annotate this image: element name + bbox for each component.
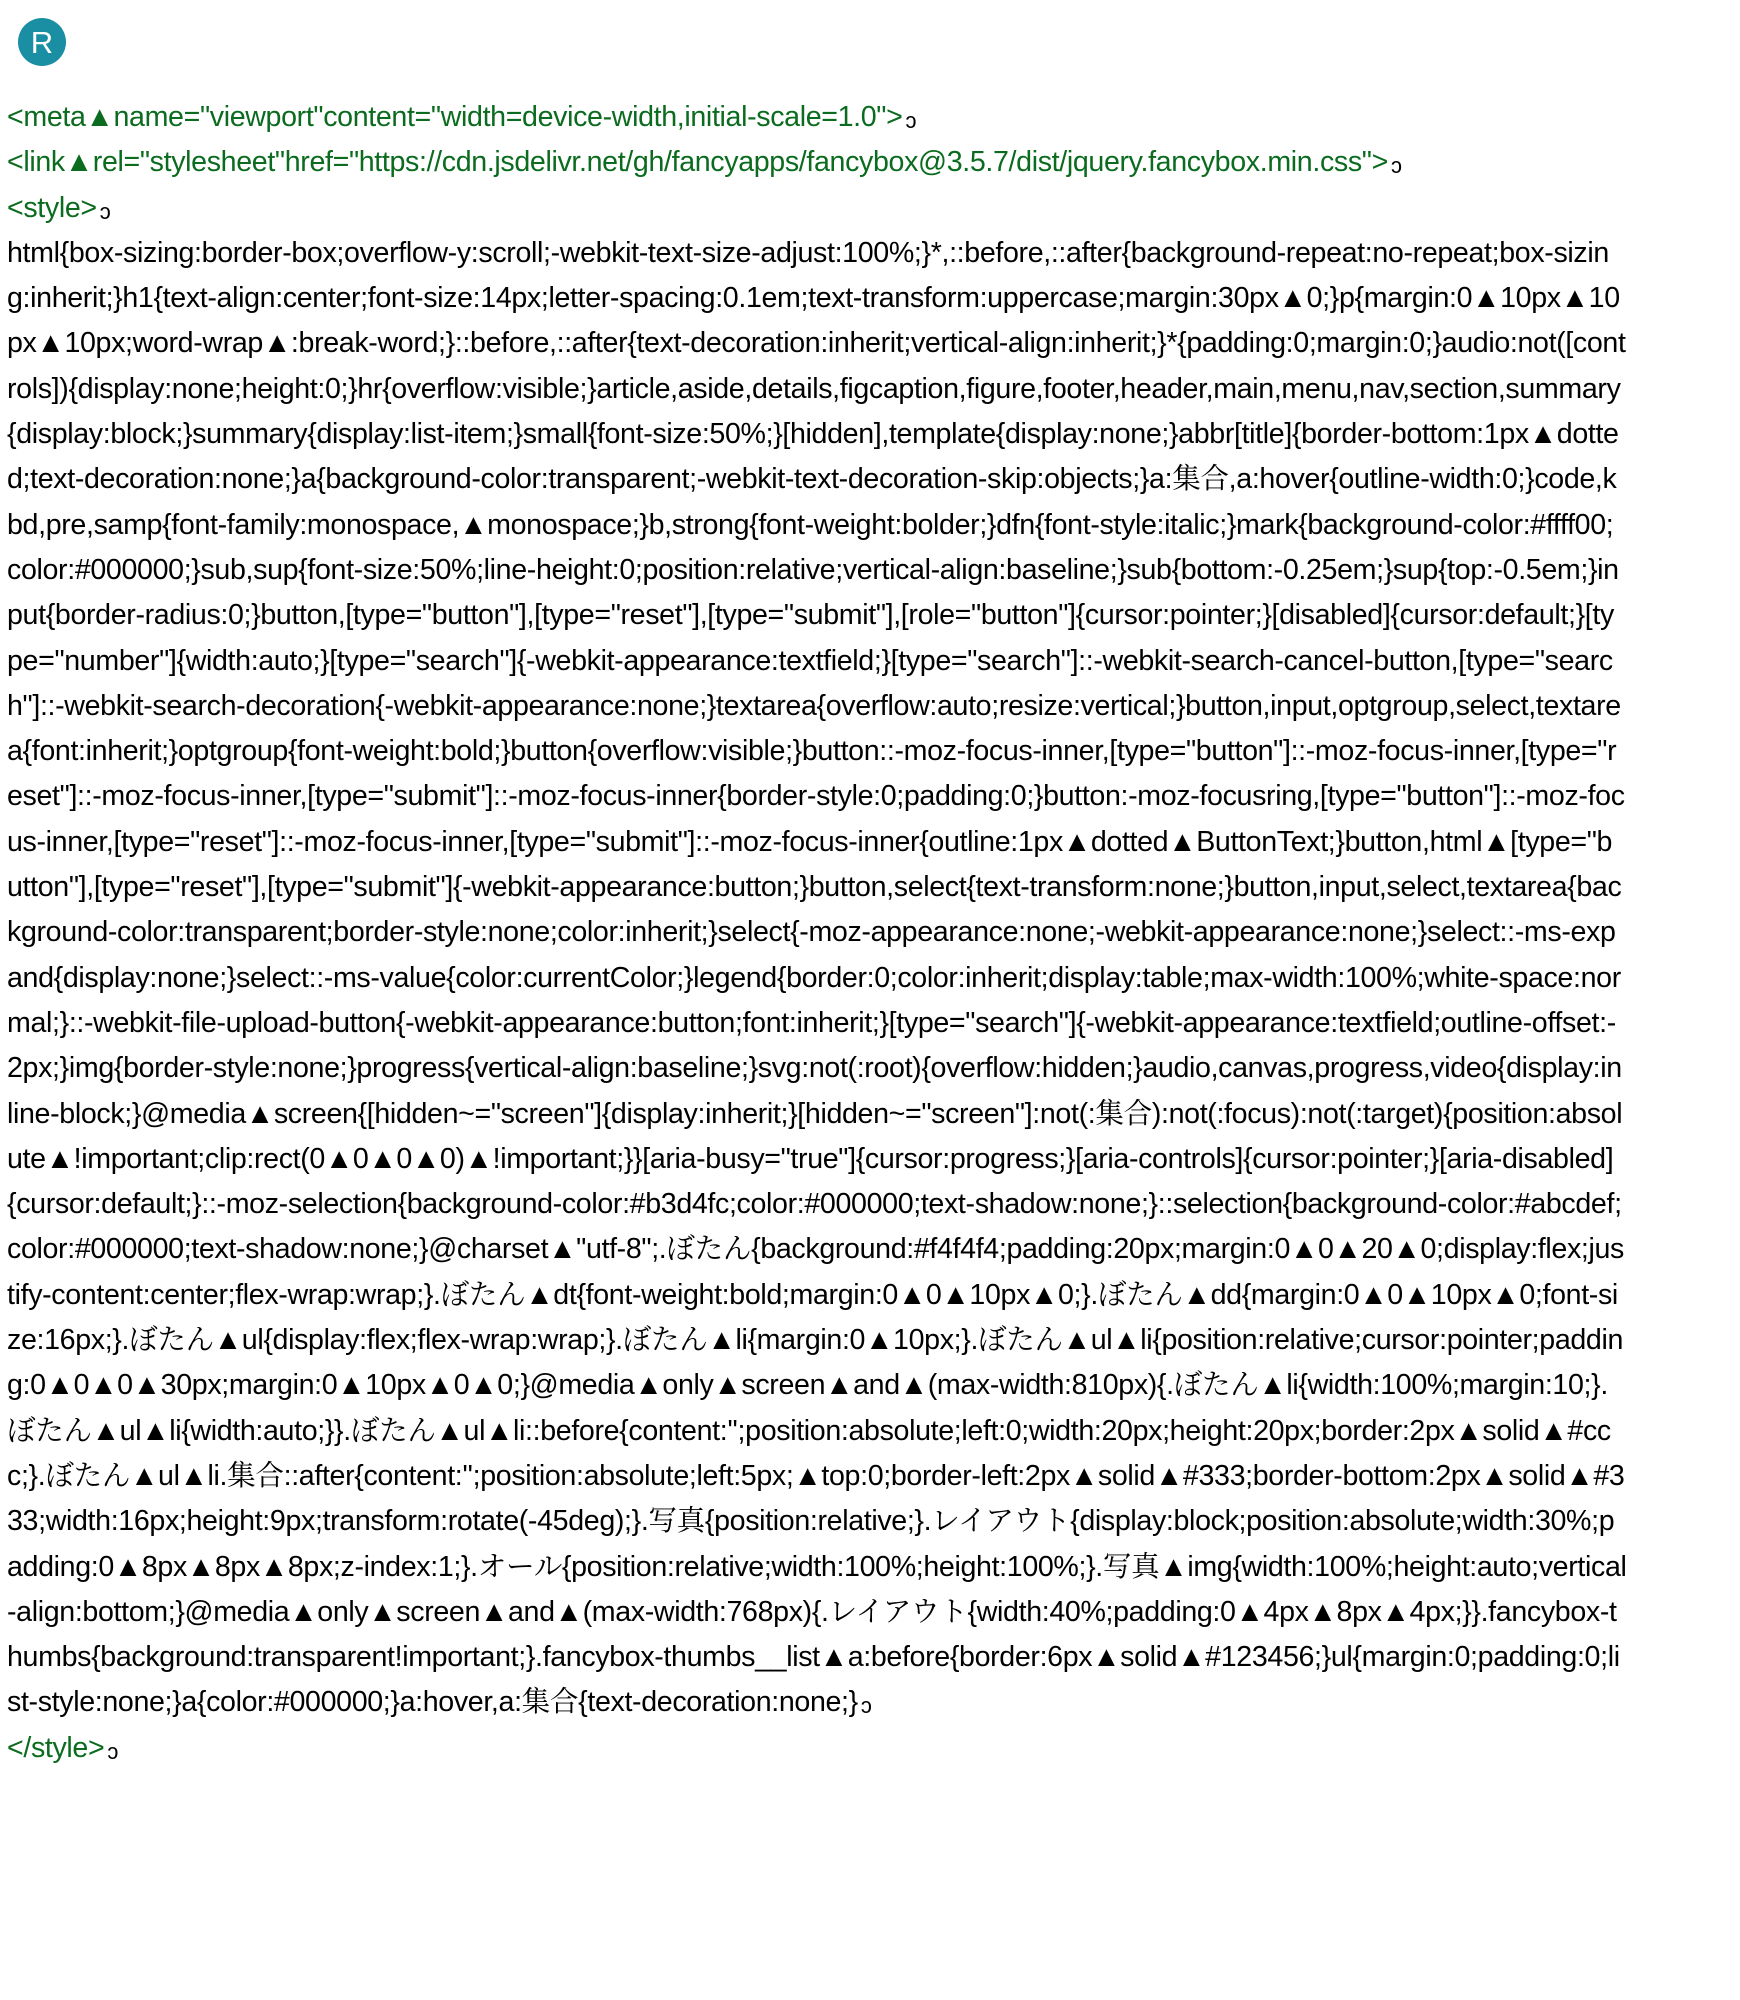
user-avatar[interactable]	[18, 18, 66, 66]
newline-icon: ↄ	[860, 1693, 872, 1719]
css-content: html{box-sizing:border-box;overflow-y:scroll;-webkit-text-size-adjust:100%;}*,::before,::after{background-repeat:no-repeat;box-sizing:inherit;}h1{text-align:center;font-size:14px;letter-spacing:0.1em;text-transform:uppercase;margin:30px▲0;}p{margin:0▲10px▲10px▲10px;word-wrap▲:break-word;}::before,::after{text-decoration:inherit;vertical-align:inherit;}*{padding:0;margin:0;}audio:not([controls]){display:none;height:0;}hr{overflow:visible;}article,aside,details,figcaption,figure,footer,header,main,menu,nav,section,summary{display:block;}summary{display:list-item;}small{font-size:50%;}[hidden],template{display:none;}abbr[title]{border-bottom:1px▲dotted;text-decoration:none;}a{background-color:transparent;-webkit-text-decoration-skip:objects;}a:集合,a:hover{outline-width:0;}code,kbd,pre,samp{font-family:monospace,▲monospace;}b,strong{font-weight:bolder;}dfn{font-style:italic;}mark{background-color:#ffff00;color:#000000;}sub,sup{font-size:50%;line-height:0;position:relative;vertical-align:baseline;}sub{bottom:-0.25em;}sup{top:-0.5em;}input{border-radius:0;}button,[type="button"],[type="reset"],[type="submit"],[role="button"]{cursor:pointer;}[disabled]{cursor:default;}[type="number"]{width:auto;}[type="search"]{-webkit-appearance:textfield;}[type="search"]::-webkit-search-cancel-button,[type="search"]::-webkit-search-decoration{-webkit-appearance:none;}textarea{overflow:auto;resize:vertical;}button,input,optgroup,select,textarea{font:inherit;}optgroup{font-weight:bold;}button{overflow:visible;}button::-moz-focus-inner,[type="button"]::-moz-focus-inner,[type="reset"]::-moz-focus-inner,[type="submit"]::-moz-focus-inner{border-style:0;padding:0;}button:-moz-focusring,[type="button"]::-moz-focus-inner,[type="reset"]::-moz-focus-inner,[type="submit"]::-moz-focus-inner{outline:1px▲dotted▲ButtonText;}button,html▲[type="button"],[type="reset"],[type="submit"]{-webkit-appearance:button;}button,select{text-transform:none;}button,input,select,textarea{background-color:transparent;border-style:none;color:inherit;}select{-moz-appearance:none;-webkit-appearance:none;}select::-ms-expand{display:none;}select::-ms-value{color:currentColor;}legend{border:0;color:inherit;display:table;max-width:100%;white-space:normal;}::-webkit-file-upload-button{-webkit-appearance:button;font:inherit;}[type="search"]{-webkit-appearance:textfield;outline-offset:-2px;}img{border-style:none;}progress{vertical-align:baseline;}svg:not(:root){overflow:hidden;}audio,canvas,progress,video{display:inline-block;}@media▲screen{[hidden~="screen"]{display:inherit;}[hidden~="screen"]:not(:集合):not(:focus):not(:target){position:absolute▲!important;clip:rect(0▲0▲0▲0)▲!important;}}[aria-busy="true"]{cursor:progress;}[aria-controls]{cursor:pointer;}[aria-disabled]{cursor:default;}::-moz-selection{background-color:#b3d4fc;color:#000000;text-shadow:none;}::selection{background-color:#abcdef;color:#000000;text-shadow:none;}@charset▲"utf-8";.ぼたん{background:#f4f4f4;padding:20px;margin:0▲0▲20▲0;display:flex;justify-content:center;flex-wrap:wrap;}.ぼたん▲dt{font-weight:bold;margin:0▲0▲10px▲0;}.ぼたん▲dd{margin:0▲0▲10px▲0;font-size:16px;}.ぼたん▲ul{display:flex;flex-wrap:wrap;}.ぼたん▲li{margin:0▲10px;}.ぼたん▲ul▲li{position:relative;cursor:pointer;padding:0▲0▲0▲30px;margin:0▲10px▲0▲0;}@media▲only▲screen▲and▲(max-width:810px){.ぼたん▲li{width:100%;margin:10;}.ぼたん▲ul▲li{width:auto;}}.ぼたん▲ul▲li::before{content:'';position:absolute;left:0;width:20px;height:20px;border:2px▲solid▲#ccc;}.ぼたん▲ul▲li.集合::after{content:'';position:absolute;left:5px;▲top:0;border-left:2px▲solid▲#333;border-bottom:2px▲solid▲#333;width:16px;height:9px;transform:rotate(-45deg);}.写真{position:relative;}.レイアウト{display:block;position:absolute;width:30%;padding:0▲8px▲8px▲8px;z-index:1;}.オール{position:relative;width:100%;height:100%;}.写真▲img{width:100%;height:auto;vertical-align:bottom;}@media▲only▲screen▲and▲(max-width:768px){.レイアウト{width:40%;padding:0▲4px▲8px▲4px;}}.fancybox-thumbs{background:transparent!important;}.fancybox-thumbs__list▲a:before{border:6px▲solid▲#123456;}ul{margin:0;padding:0;list-style:none;}a{color:#000000;}a:hover,a:集合{text-decoration:none;}	[7, 236, 1627, 1719]
link-tag: <link▲rel="stylesheet"href="https://cdn.jsdelivr.net/gh/fancyapps/fancybox@3.5.7/dist/jquery.fancybox.min.css">	[7, 146, 1388, 179]
code-block	[7, 95, 1627, 1771]
meta-tag: <meta▲name="viewport"content="width=device-width,initial-scale=1.0">	[7, 101, 903, 133]
meta-line	[7, 95, 1627, 140]
newline-icon: ↄ	[1390, 153, 1402, 179]
newline-icon: ↄ	[905, 108, 917, 133]
newline-icon: ↄ	[99, 198, 111, 224]
style-close-line	[7, 1726, 1627, 1771]
css-line	[7, 231, 1627, 1726]
style-open-line	[7, 186, 1627, 231]
newline-icon: ↄ	[107, 1738, 118, 1764]
style-close-tag: </style>	[7, 1731, 105, 1764]
style-open-tag: <style>	[7, 191, 97, 224]
link-line	[7, 140, 1627, 185]
avatar-letter: R	[30, 24, 54, 60]
